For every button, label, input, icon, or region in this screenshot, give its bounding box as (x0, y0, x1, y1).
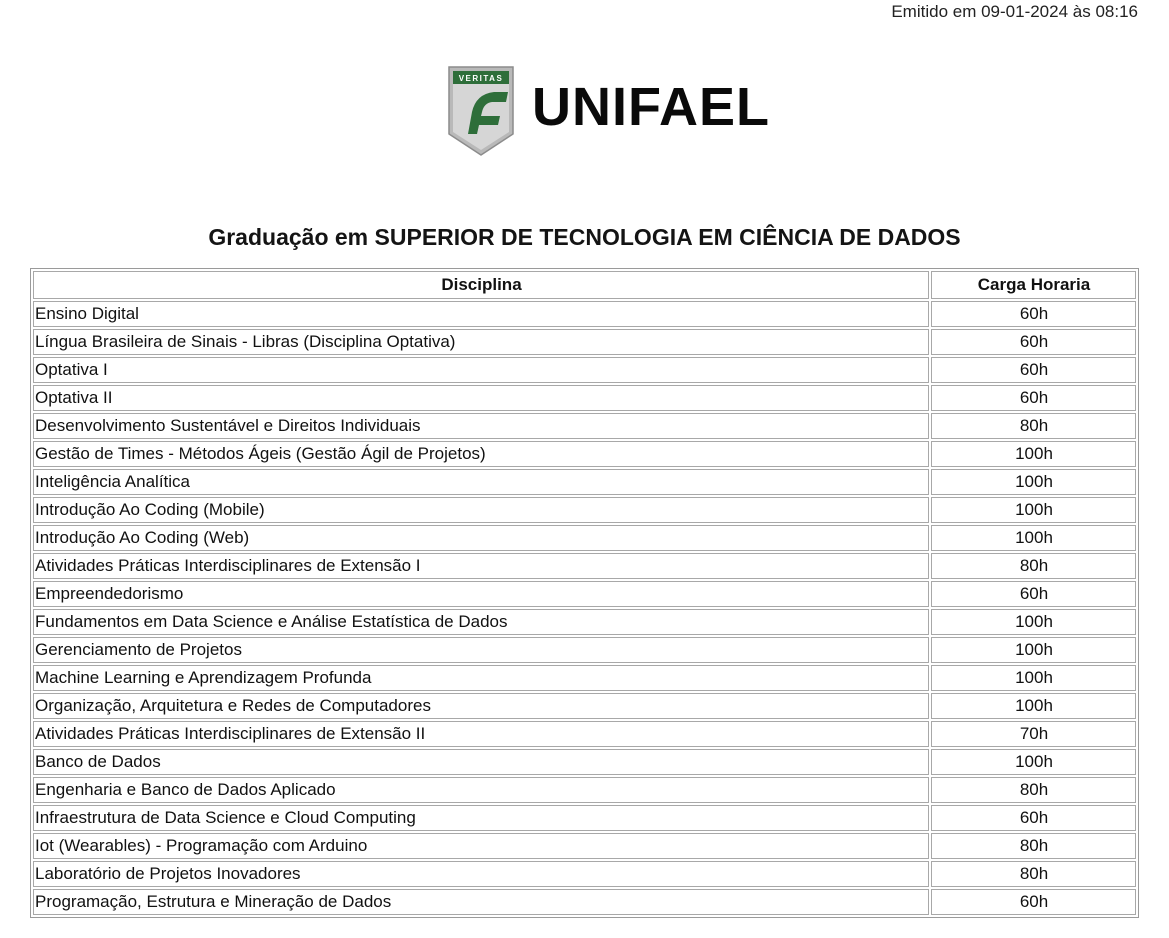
carga-horaria-cell: 100h (931, 525, 1136, 551)
table-header-row (33, 271, 1136, 299)
carga-horaria-cell: 60h (931, 581, 1136, 607)
carga-horaria-cell: 100h (931, 441, 1136, 467)
disciplina-cell: Fundamentos em Data Science e Análise Estatística de Dados (33, 609, 929, 635)
carga-horaria-cell: 100h (931, 637, 1136, 663)
disciplina-cell: Optativa II (33, 385, 929, 411)
unifael-logo (446, 64, 770, 158)
carga-horaria-cell: 70h (931, 721, 1136, 747)
disciplina-cell: Desenvolvimento Sustentável e Direitos Individuais (33, 413, 929, 439)
curriculum-table (30, 268, 1139, 918)
table-row (33, 329, 1136, 355)
disciplina-cell: Engenharia e Banco de Dados Aplicado (33, 777, 929, 803)
carga-horaria-cell: 100h (931, 609, 1136, 635)
disciplina-cell: Atividades Práticas Interdisciplinares de Extensão I (33, 553, 929, 579)
carga-horaria-cell: 80h (931, 413, 1136, 439)
table-row (33, 889, 1136, 915)
brand-name: UNIFAEL (532, 77, 771, 137)
disciplina-cell: Ensino Digital (33, 301, 929, 327)
disciplina-cell: Atividades Práticas Interdisciplinares de Extensão II (33, 721, 929, 747)
disciplina-cell: Optativa I (33, 357, 929, 383)
carga-horaria-cell: 60h (931, 889, 1136, 915)
carga-horaria-cell: 60h (931, 301, 1136, 327)
document-title: Graduação em SUPERIOR DE TECNOLOGIA EM CIÊNCIA DE DADOS (208, 224, 961, 250)
table-row (33, 637, 1136, 663)
carga-horaria-cell: 80h (931, 777, 1136, 803)
carga-horaria-cell: 100h (931, 749, 1136, 775)
disciplina-cell: Infraestrutura de Data Science e Cloud Computing (33, 805, 929, 831)
carga-horaria-cell: 60h (931, 357, 1136, 383)
disciplina-cell: Programação, Estrutura e Mineração de Dados (33, 889, 929, 915)
column-header-disciplina: Disciplina (33, 271, 929, 299)
disciplina-cell: Laboratório de Projetos Inovadores (33, 861, 929, 887)
disciplina-cell: Empreendedorismo (33, 581, 929, 607)
carga-horaria-cell: 60h (931, 805, 1136, 831)
shield-emblem-icon (446, 64, 516, 158)
table-row (33, 413, 1136, 439)
table-row (33, 581, 1136, 607)
table-row (33, 357, 1136, 383)
carga-horaria-cell: 80h (931, 833, 1136, 859)
disciplina-cell: Inteligência Analítica (33, 469, 929, 495)
table-row (33, 525, 1136, 551)
carga-horaria-cell: 60h (931, 385, 1136, 411)
table-row (33, 609, 1136, 635)
carga-horaria-cell: 100h (931, 693, 1136, 719)
disciplina-cell: Iot (Wearables) - Programação com Arduino (33, 833, 929, 859)
disciplina-cell: Língua Brasileira de Sinais - Libras (Disciplina Optativa) (33, 329, 929, 355)
table-row (33, 497, 1136, 523)
disciplina-cell: Gestão de Times - Métodos Ágeis (Gestão Ágil de Projetos) (33, 441, 929, 467)
table-row (33, 693, 1136, 719)
disciplina-cell: Machine Learning e Aprendizagem Profunda (33, 665, 929, 691)
carga-horaria-cell: 80h (931, 861, 1136, 887)
carga-horaria-cell: 100h (931, 665, 1136, 691)
disciplina-cell: Introdução Ao Coding (Mobile) (33, 497, 929, 523)
table-row (33, 665, 1136, 691)
disciplina-cell: Introdução Ao Coding (Web) (33, 525, 929, 551)
carga-horaria-cell: 80h (931, 553, 1136, 579)
carga-horaria-cell: 60h (931, 329, 1136, 355)
carga-horaria-cell: 100h (931, 469, 1136, 495)
disciplina-cell: Organização, Arquitetura e Redes de Computadores (33, 693, 929, 719)
table-row (33, 385, 1136, 411)
disciplina-cell: Banco de Dados (33, 749, 929, 775)
svg-text:VERITAS: VERITAS (458, 74, 504, 83)
table-row (33, 553, 1136, 579)
table-row (33, 301, 1136, 327)
table-row (33, 749, 1136, 775)
column-header-carga-horaria: Carga Horaria (931, 271, 1136, 299)
emission-timestamp: Emitido em 09-01-2024 às 08:16 (891, 2, 1138, 21)
carga-horaria-cell: 100h (931, 497, 1136, 523)
table-row (33, 441, 1136, 467)
table-row (33, 721, 1136, 747)
table-row (33, 805, 1136, 831)
table-row (33, 833, 1136, 859)
disciplina-cell: Gerenciamento de Projetos (33, 637, 929, 663)
table-row (33, 469, 1136, 495)
table-row (33, 777, 1136, 803)
table-row (33, 861, 1136, 887)
